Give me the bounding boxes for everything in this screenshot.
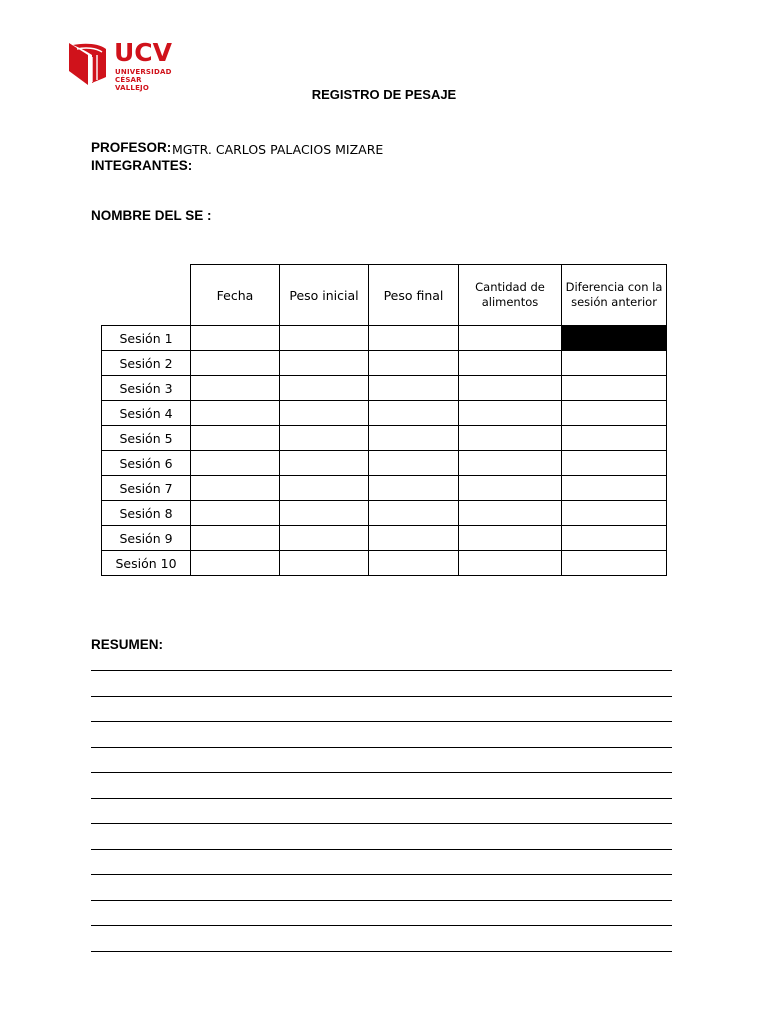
table-cell (191, 326, 280, 351)
table-cell (280, 351, 369, 376)
table-cell (459, 351, 562, 376)
table-row (102, 376, 667, 401)
row-label: Sesión 7 (102, 476, 191, 501)
table-cell (369, 526, 459, 551)
ucv-logo (68, 38, 178, 92)
header-empty-cell (102, 265, 191, 326)
resumen-line (91, 925, 672, 926)
logo-brand: UCV (114, 38, 172, 67)
table-cell (369, 476, 459, 501)
resumen-line (91, 747, 672, 748)
header-diferencia: Diferencia con la sesión anterior (562, 265, 667, 326)
table-cell (369, 376, 459, 401)
table-row (102, 326, 667, 351)
table-row (102, 351, 667, 376)
table-cell (562, 401, 667, 426)
row-label: Sesión 8 (102, 501, 191, 526)
table-row (102, 551, 667, 576)
table-row (102, 451, 667, 476)
profesor-label: PROFESOR: (91, 140, 172, 155)
weighing-table (101, 264, 667, 576)
table-cell (280, 501, 369, 526)
table-cell (459, 451, 562, 476)
table-cell (459, 476, 562, 501)
header-fecha: Fecha (191, 265, 280, 326)
row-label: Sesión 1 (102, 326, 191, 351)
logo-line1: UNIVERSIDAD (115, 68, 172, 76)
table-cell (280, 451, 369, 476)
header-peso-inicial: Peso inicial (280, 265, 369, 326)
table-cell (562, 551, 667, 576)
row-label: Sesión 5 (102, 426, 191, 451)
document-title: REGISTRO DE PESAJE (311, 87, 457, 102)
table-cell (369, 326, 459, 351)
table-cell (280, 476, 369, 501)
table-cell (459, 376, 562, 401)
ucv-shield-icon (68, 41, 110, 87)
table-cell (369, 401, 459, 426)
table-cell (280, 326, 369, 351)
row-label: Sesión 4 (102, 401, 191, 426)
table-cell (191, 451, 280, 476)
table-cell (562, 351, 667, 376)
table-cell (191, 501, 280, 526)
resumen-line (91, 874, 672, 875)
table-cell (191, 476, 280, 501)
row-label: Sesión 2 (102, 351, 191, 376)
row-label: Sesión 3 (102, 376, 191, 401)
resumen-label: RESUMEN: (91, 637, 164, 652)
resumen-line (91, 696, 672, 697)
table-cell (369, 426, 459, 451)
resumen-line (91, 823, 672, 824)
resumen-line (91, 951, 672, 952)
resumen-line (91, 670, 672, 671)
resumen-line (91, 721, 672, 722)
table-cell (191, 426, 280, 451)
table-cell (280, 526, 369, 551)
header-cantidad-alimentos: Cantidad de alimentos (459, 265, 562, 326)
logo-line2: CÉSAR VALLEJO (115, 76, 150, 92)
table-cell (562, 426, 667, 451)
table-cell (562, 376, 667, 401)
table-cell (191, 376, 280, 401)
table-cell (191, 401, 280, 426)
table-cell (280, 426, 369, 451)
row-label: Sesión 9 (102, 526, 191, 551)
table-row (102, 426, 667, 451)
table-cell (459, 426, 562, 451)
table-cell (191, 551, 280, 576)
table-cell (369, 451, 459, 476)
header-peso-final: Peso final (369, 265, 459, 326)
table-cell (459, 551, 562, 576)
table-cell (459, 326, 562, 351)
table-cell (459, 501, 562, 526)
table-cell (191, 526, 280, 551)
table-cell-filled (562, 326, 667, 351)
resumen-line (91, 772, 672, 773)
table-cell (280, 376, 369, 401)
resumen-line (91, 849, 672, 850)
table-cell (562, 526, 667, 551)
table-row (102, 401, 667, 426)
nombre-label: NOMBRE DEL SE : (91, 208, 212, 223)
table-cell (562, 451, 667, 476)
table-cell (280, 551, 369, 576)
table-cell (369, 551, 459, 576)
table-header-row (102, 265, 667, 326)
table-row (102, 501, 667, 526)
table-cell (369, 501, 459, 526)
row-label: Sesión 6 (102, 451, 191, 476)
table-cell (459, 401, 562, 426)
table-row (102, 526, 667, 551)
row-label: Sesión 10 (102, 551, 191, 576)
table-cell (562, 501, 667, 526)
table-cell (459, 526, 562, 551)
resumen-line (91, 798, 672, 799)
table-cell (562, 476, 667, 501)
table-cell (280, 401, 369, 426)
table-cell (191, 351, 280, 376)
resumen-line (91, 900, 672, 901)
integrantes-label: INTEGRANTES: (91, 158, 193, 173)
table-row (102, 476, 667, 501)
profesor-value: MGTR. CARLOS PALACIOS MIZARE (172, 142, 384, 157)
table-cell (369, 351, 459, 376)
